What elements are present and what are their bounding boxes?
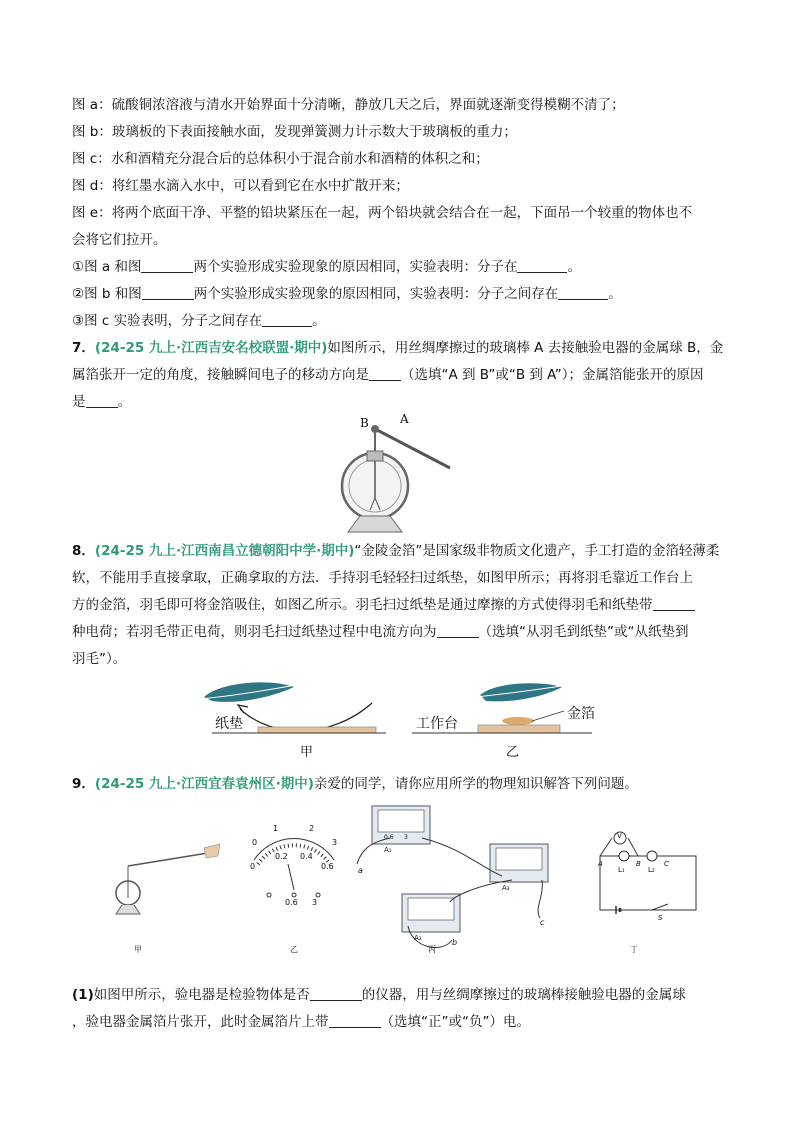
statement-d: 图 d：将红墨水滴入水中，可以看到它在水中扩散开来； <box>72 178 409 194</box>
question-8-line-2: 软，不能用手直接拿取，正确拿取的方法．手持羽毛轻轻扫过纸垫，如图甲所示；再将羽毛靠近工作台上 <box>72 570 693 586</box>
question-8-line-4: 种电荷；若羽毛带正电荷，则羽毛扫过纸垫过程中电流方向为 （选填“从羽毛到纸垫”或“从纸垫到 <box>72 624 689 640</box>
scale-label: 0.4 <box>300 852 313 861</box>
question-source: (24-25 九上·江西吉安名校联盟·期中) <box>94 340 328 356</box>
question-7-line-2: 属箔张开一定的角度，接触瞬间电子的移动方向是 （选填“A 到 B”或“B 到 A”）；金属箔能张开的原因 <box>72 367 704 383</box>
question-source: (24-25 九上·江西宜春袁州区·期中) <box>94 776 314 792</box>
ammeter-label: A₂ <box>414 934 422 942</box>
answer-blank[interactable] <box>329 1013 381 1028</box>
label-gold-foil: 金箔 <box>567 706 595 722</box>
question-8-line-3: 方的金箔，羽毛即可将金箔吸住，如图乙所示。羽毛扫过纸垫是通过摩擦的方式使得羽毛和纸垫带 <box>72 592 722 619</box>
caption-yi: 乙 <box>506 745 520 760</box>
answer-blank[interactable] <box>558 285 608 300</box>
answer-blank[interactable] <box>142 285 194 300</box>
node-label: B <box>636 860 641 868</box>
subquestion-1: ①图 a 和图 两个实验形成实验现象的原因相同，实验表明：分子在 。 <box>72 259 581 275</box>
answer-blank[interactable] <box>369 366 401 381</box>
label-A: A <box>400 412 409 426</box>
question-9-line-1: 9．(24-25 九上·江西宜春袁州区·期中)亲爱的同学，请你应用所学的物理知识解答下列问题。 <box>72 776 638 792</box>
feather-figure <box>72 673 722 771</box>
answer-blank[interactable] <box>262 312 312 327</box>
answer-blank[interactable] <box>310 986 362 1001</box>
statement-c: 图 c：水和酒精充分混合后的总体积小于混合前水和酒精的体积之和； <box>72 151 489 167</box>
wire-label: a <box>358 866 363 875</box>
lamp-label: L₁ <box>618 866 625 874</box>
statement-e: 图 e：将两个底面干净、平整的铅块紧压在一起，两个铅块就会结合在一起，下面吊一个较重的物体也不 <box>72 205 693 221</box>
statement-b: 图 b：玻璃板的下表面接触水面，发现弹簧测力计示数大于玻璃板的重力； <box>72 124 517 140</box>
question-7-line-3: 是 。 <box>72 394 131 410</box>
question-9-part-1-line-2: ，验电器金属箔片张开，此时金属箔片上带 （选填“正”或“负”）电。 <box>72 1014 530 1030</box>
wire-label: b <box>452 938 458 947</box>
answer-blank[interactable] <box>517 258 567 273</box>
caption-jia: 甲 <box>134 945 142 954</box>
caption-yi: 乙 <box>290 945 298 954</box>
lamp-label: L₂ <box>648 866 655 874</box>
caption-ding: 丁 <box>630 945 638 954</box>
scale-label: 3 <box>332 838 338 847</box>
label-B: B <box>360 416 369 430</box>
node-label: A <box>598 860 603 868</box>
scale-label: 1 <box>273 824 279 833</box>
electroscope-figure <box>72 412 722 534</box>
label-workbench: 工作台 <box>416 716 458 732</box>
voltmeter-label: V <box>617 832 622 840</box>
switch-label: S <box>658 914 663 922</box>
label-paper-pad: 纸垫 <box>215 716 243 732</box>
q9-diagrams <box>72 798 722 982</box>
question-source: (24-25 九上·江西南昌立德朝阳中学·期中) <box>94 543 355 559</box>
question-8-line-5: 羽毛”）。 <box>72 651 127 667</box>
statement-e-cont: 会将它们拉开。 <box>72 232 167 248</box>
answer-blank[interactable] <box>437 623 479 638</box>
question-9-part-1-line-1: (1)如图甲所示，验电器是检验物体是否 的仪器，用与丝绸摩擦过的玻璃棒接触验电器的金属球 <box>72 987 686 1003</box>
ammeter-label: A₁ <box>384 846 392 854</box>
answer-blank[interactable] <box>141 258 193 273</box>
scale-label: 3 <box>312 898 318 907</box>
terminal-label: 0.6 <box>384 834 394 841</box>
wire-label: c <box>540 918 545 927</box>
caption-bing: 丙 <box>428 945 436 954</box>
feather-diagram <box>72 673 722 771</box>
question-7-line-1: 7．(24-25 九上·江西吉安名校联盟·期中)如图所示，用丝绸摩擦过的玻璃棒 A 去接触验电器的金属球 B，金 <box>72 340 724 356</box>
caption-jia: 甲 <box>300 745 314 760</box>
scale-label: 0.6 <box>285 898 298 907</box>
answer-blank[interactable] <box>653 596 695 611</box>
answer-blank[interactable] <box>86 393 118 408</box>
node-label: C <box>664 860 669 868</box>
subquestion-3: ③图 c 实验表明，分子之间存在 。 <box>72 313 326 329</box>
scale-label: 0 <box>250 862 256 871</box>
ammeter-label: A₃ <box>502 884 510 892</box>
question-8-line-1: 8．(24-25 九上·江西南昌立德朝阳中学·期中)“金陵金箔”是国家级非物质文化遗产，手工打造的金箔轻薄柔 <box>72 543 720 559</box>
scale-label: 2 <box>309 824 315 833</box>
scale-label: 0.6 <box>321 862 334 871</box>
scale-label: 0.2 <box>275 852 288 861</box>
q9-figures <box>72 798 722 982</box>
page-content <box>72 92 722 1036</box>
statement-a: 图 a：硫酸铜浓溶液与清水开始界面十分清晰，静放几天之后，界面就逐渐变得模糊不清了； <box>72 97 625 113</box>
scale-label: 0 <box>252 838 258 847</box>
electroscope-diagram <box>72 416 722 534</box>
subquestion-2: ②图 b 和图 两个实验形成实验现象的原因相同，实验表明：分子之间存在 。 <box>72 286 622 302</box>
terminal-label: 3 <box>404 834 408 841</box>
